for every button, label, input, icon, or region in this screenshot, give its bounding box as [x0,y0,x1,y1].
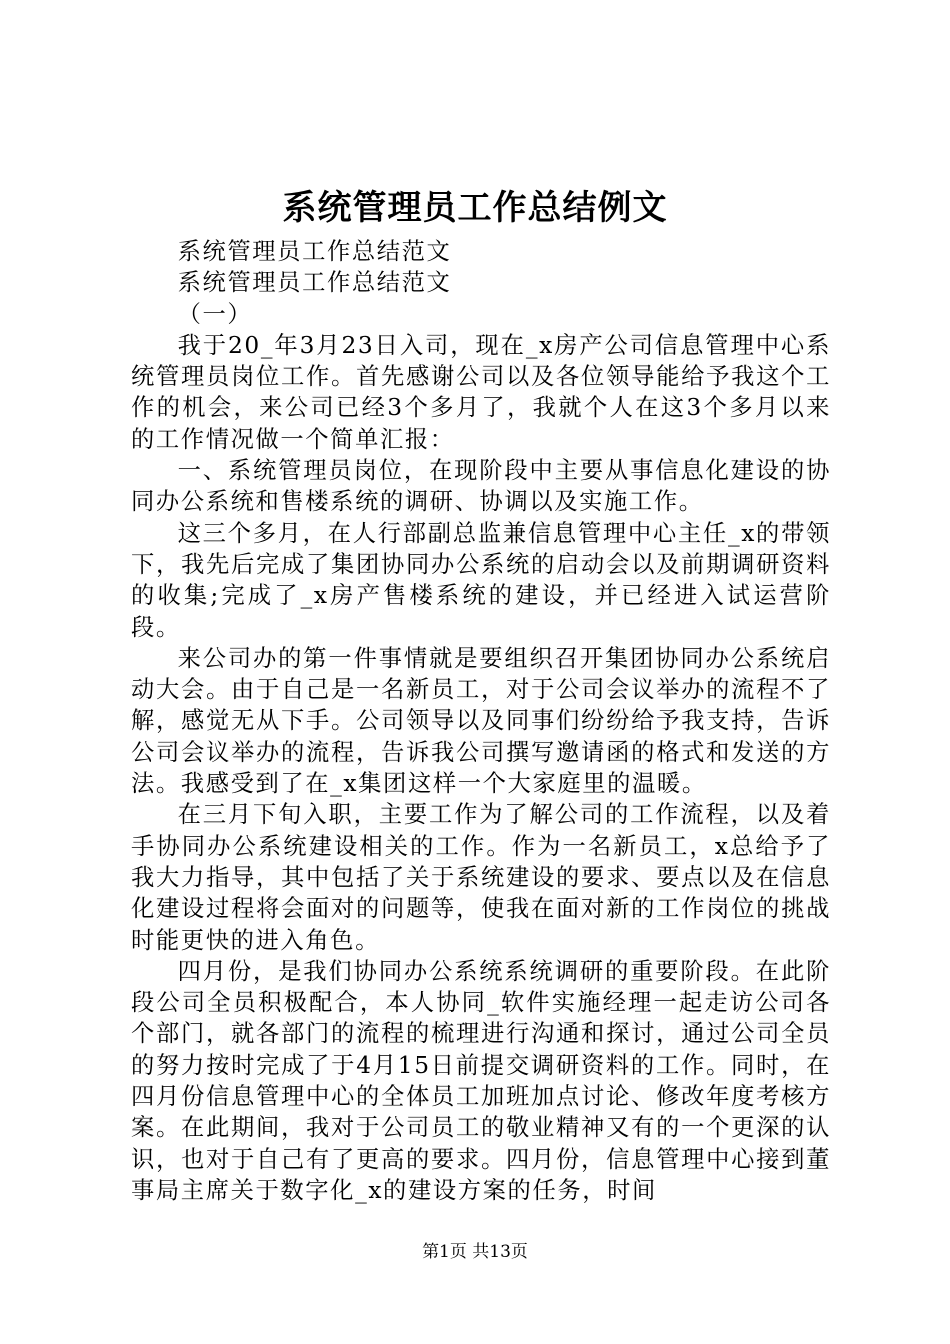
body-paragraph: 我于20_年3月23日入司，现在_x房产公司信息管理中心系统管理员岗位工作。首先感谢公司以及各位领导能给予我这个工作的机会，来公司已经3个多月了，我就个人在这3个多月以来的工作情况做一个简单汇报： [131,331,831,453]
section-marker: （一） [177,300,253,328]
subtitle-line: 系统管理员工作总结范文 [177,238,452,265]
body-paragraph: 一、系统管理员岗位，在现阶段中主要从事信息化建设的协同办公系统和售楼系统的调研、协调以及实施工作。 [131,457,831,516]
page-number-footer: 第1页 共13页 [422,1242,528,1262]
document-title: 系统管理员工作总结例文 [282,188,668,228]
body-paragraph: 来公司办的第一件事情就是要组织召开集团协同办公系统启动大会。由于自己是一名新员工，对于公司会议举办的流程不了解，感觉无从下手。公司领导以及同事们纷纷给予我支持，告诉公司会议举办的流程，告诉我公司撰写邀请函的格式和发送的方法。我感受到了在_x集团这样一个大家庭里的温暖。 [131,644,831,798]
body-paragraph: 这三个多月，在人行部副总监兼信息管理中心主任_x的带领下，我先后完成了集团协同办公系统的启动会以及前期调研资料的收集;完成了_x房产售楼系统的建设，并已经进入试运营阶段。 [131,519,831,641]
body-paragraph: 在三月下旬入职，主要工作为了解公司的工作流程，以及着手协同办公系统建设相关的工作。作为一名新员工，x总给予了我大力指导，其中包括了关于系统建设的要求、要点以及在信息化建设过程将会面对的问题等，使我在面对新的工作岗位的挑战时能更快的进入角色。 [131,801,831,954]
subtitle-line: 系统管理员工作总结范文 [177,269,452,297]
document-body [131,236,831,1206]
body-paragraph: 四月份，是我们协同办公系统系统调研的重要阶段。在此阶段公司全员积极配合，本人协同_软件实施经理一起走访公司各个部门，就各部门的流程的梳理进行沟通和探讨，通过公司全员的努力按时完成了于4月15日前提交调研资料的工作。同时，在四月份信息管理中心的全体员工加班加点讨论、修改年度考核方案。在此期间，我对于公司员工的敬业精神又有的一个更深的认识，也对于自己有了更高的要求。四月份，信息管理中心接到董事局主席关于数字化_x的建设方案的任务，时间 [131,957,831,1204]
